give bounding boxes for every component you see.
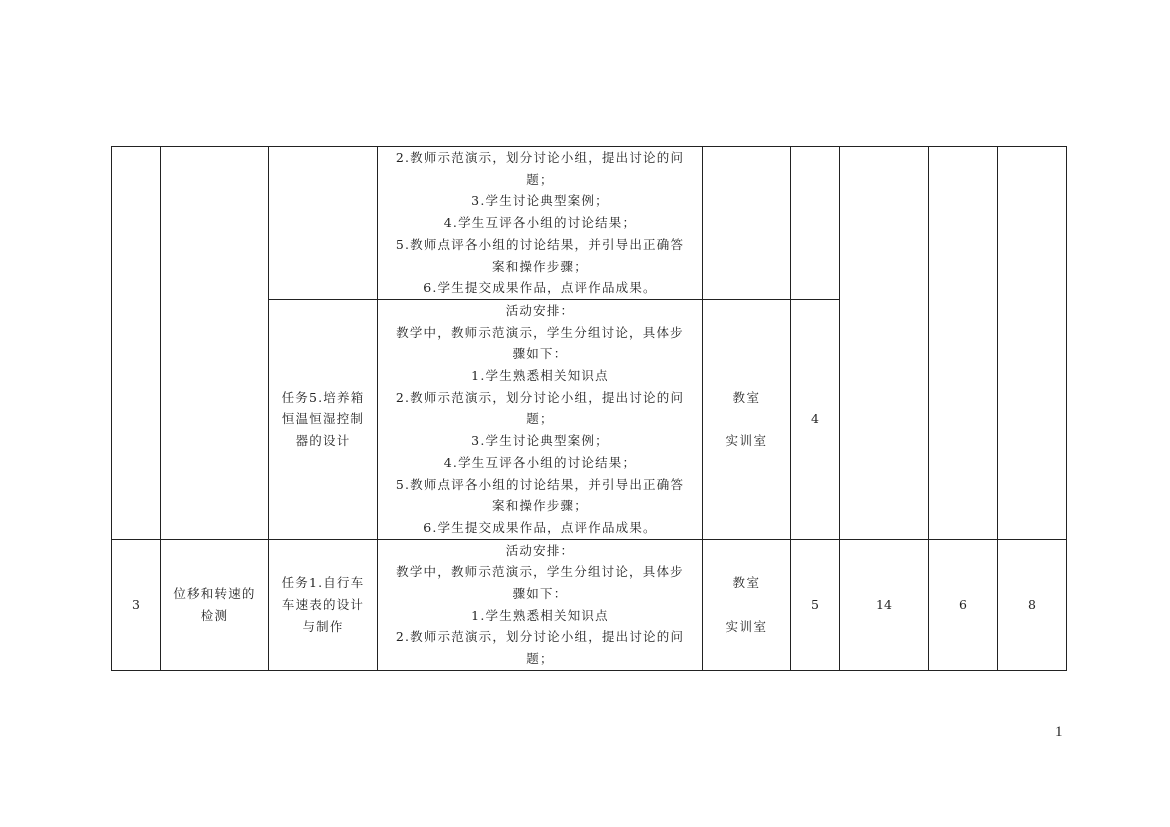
activity-line: 2.教师示范演示，划分讨论小组，提出讨论的问 — [395, 389, 685, 405]
task-cell — [269, 147, 378, 300]
teaching-plan-table — [111, 146, 1067, 671]
activity-line: 教学中，教师示范演示，学生分组讨论，具体步 — [396, 324, 684, 340]
hours-cell: 4 — [791, 299, 840, 539]
project-cell — [161, 539, 269, 670]
activity-line: 题； — [526, 411, 554, 427]
task-name-line: 器的设计 — [295, 433, 351, 449]
task-name-line: 与制作 — [302, 618, 344, 634]
place-cell — [703, 299, 791, 539]
practice-cell — [998, 147, 1067, 540]
place-cell — [703, 539, 791, 670]
activity-line: 题； — [526, 171, 554, 187]
activity-line: 2.教师示范演示，划分讨论小组，提出讨论的问 — [395, 150, 685, 165]
activity-cell — [378, 539, 703, 670]
place-training-room: 实训室 — [725, 433, 768, 449]
hours-cell — [791, 147, 840, 300]
place-classroom: 教室 — [732, 389, 761, 405]
theory-cell — [929, 147, 998, 540]
project-cell — [161, 147, 269, 540]
task-name-line: 任务5.培养箱 — [281, 389, 365, 405]
activity-line: 骤如下： — [512, 586, 568, 602]
project-name-line: 位移和转速的 — [173, 586, 256, 602]
index-cell — [112, 147, 161, 540]
activity-line: 活动安排： — [505, 542, 575, 558]
activity-line: 4.学生互评各小组的讨论结果； — [443, 454, 637, 470]
task-cell — [269, 299, 378, 539]
activity-line: 4.学生互评各小组的讨论结果； — [443, 215, 637, 231]
activity-cell — [378, 147, 703, 300]
activity-line: 骤如下： — [512, 346, 568, 362]
place-training-room: 实训室 — [725, 618, 768, 634]
page-number: 1 — [1055, 724, 1063, 740]
total-cell: 14 — [840, 539, 929, 670]
place-cell — [703, 147, 791, 300]
index-cell: 3 — [112, 539, 161, 670]
activity-line: 6.学生提交成果作品，点评作品成果。 — [423, 519, 657, 535]
hours-cell: 5 — [791, 539, 840, 670]
activity-line: 案和操作步骤； — [492, 258, 588, 274]
activity-line: 5.教师点评各小组的讨论结果，并引导出正确答 — [395, 476, 685, 492]
activity-line: 5.教师点评各小组的讨论结果，并引导出正确答 — [395, 236, 685, 252]
task-name-line: 恒温恒湿控制 — [281, 411, 365, 427]
activity-line: 3.学生讨论典型案例； — [471, 433, 609, 449]
activity-line: 1.学生熟悉相关知识点 — [471, 368, 609, 384]
task-name-line: 车速表的设计 — [281, 596, 365, 612]
table-row — [112, 539, 1067, 670]
practice-cell: 8 — [998, 539, 1067, 670]
total-cell — [840, 147, 929, 540]
place-classroom: 教室 — [732, 575, 761, 591]
activity-line: 题； — [526, 651, 554, 667]
project-name-line: 检测 — [200, 607, 229, 623]
theory-cell: 6 — [929, 539, 998, 670]
activity-line: 6.学生提交成果作品，点评作品成果。 — [423, 280, 657, 296]
activity-line: 2.教师示范演示，划分讨论小组，提出讨论的问 — [395, 629, 685, 645]
table-row — [112, 147, 1067, 300]
activity-cell — [378, 299, 703, 539]
task-cell — [269, 539, 378, 670]
activity-line: 1.学生熟悉相关知识点 — [471, 607, 609, 623]
activity-line: 案和操作步骤； — [492, 498, 588, 514]
activity-line: 教学中，教师示范演示，学生分组讨论，具体步 — [396, 564, 684, 580]
activity-line: 活动安排： — [505, 302, 575, 318]
task-name-line: 任务1.自行车 — [281, 575, 365, 591]
activity-line: 3.学生讨论典型案例； — [471, 193, 609, 209]
